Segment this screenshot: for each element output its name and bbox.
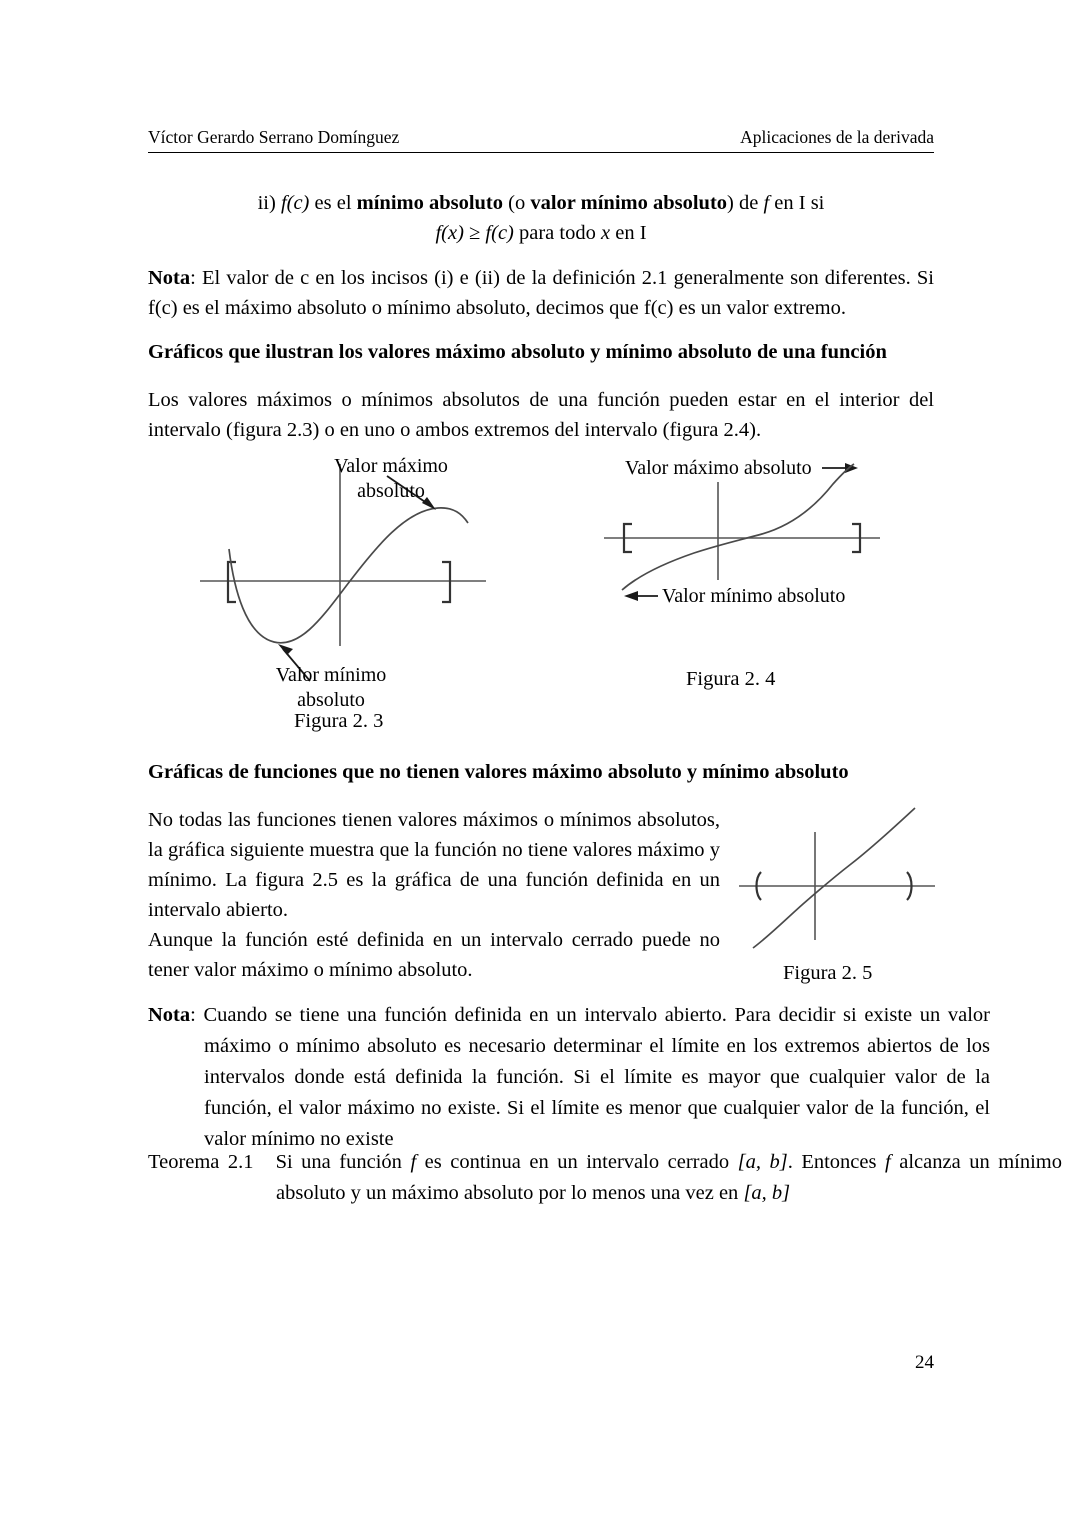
figure-2-4-max-label: Valor máximo absoluto	[625, 457, 812, 479]
nota-2-text: : Cuando se tiene una función definida en un intervalo abierto. Para decidir si existe un valor máximo o mínimo absoluto es necesario determinar el límite en los extremos abiertos de los intervalos donde está definida la función. Si el límite es mayor que cualquier valor de la función, el valor máximo no existe. Si el límite es menor que cualquier valor de la función, el valor mínimo no existe	[190, 1004, 990, 1150]
text-para-todo: para todo	[513, 222, 601, 244]
nota-2	[148, 1000, 990, 1155]
figure-2-5-graph	[735, 790, 950, 950]
figure-2-3-min-label: Valor mínimo absoluto	[275, 664, 387, 711]
nota-2-label: Nota	[148, 1004, 191, 1026]
math-f: f	[763, 192, 770, 214]
min-arrow-head	[624, 591, 638, 601]
math-f-2: f	[885, 1151, 891, 1173]
figure-2-3-max-label: Valor máximo absoluto	[334, 455, 448, 502]
math-f-of-x: f(x)	[435, 222, 464, 244]
teorema-text-2: es continua en un intervalo cerrado	[416, 1151, 738, 1173]
nota-1-text: : El valor de c en los incisos (i) e (ii) de la definición 2.1 generalmente son diferentes. Si f(c) es el máximo absoluto o mínimo absoluto, decimos que f(c) es un valor extremo.	[148, 267, 934, 319]
text-en-i: en I	[610, 222, 647, 244]
math-interval-1: [a, b]	[737, 1151, 788, 1173]
paragraph-no-todas: No todas las funciones tienen valores máximos o mínimos absolutos, la gráfica siguiente muestra que la función no tiene valores máximo y mínimo. La figura 2.5 es la gráfica de una función definida en un intervalo abierto.	[148, 809, 720, 921]
figure-2-4-min-label: Valor mínimo absoluto	[662, 585, 846, 607]
function-curve	[622, 464, 854, 590]
teorema-2-1	[148, 1147, 1062, 1209]
paragraph-aunque-funcion: Aunque la función esté definida en un intervalo cerrado puede no tener valor máximo o mínimo absoluto.	[148, 929, 720, 981]
max-arrow-head	[845, 463, 858, 473]
definition-line-2	[148, 218, 934, 248]
function-curve	[753, 808, 915, 948]
definition-line-1	[148, 188, 934, 218]
term-minimo-absoluto: mínimo absoluto	[356, 192, 504, 214]
text-paren-open: (o	[503, 192, 531, 214]
text-en-i-si: en I si	[769, 192, 825, 214]
text-es-el: es el	[309, 192, 357, 214]
figure-2-5	[735, 790, 950, 990]
nota-1-label: Nota	[148, 267, 191, 289]
teorema-label: Teorema 2.1	[148, 1151, 254, 1173]
text-paren-close: ) de	[727, 192, 764, 214]
figure-2-4-caption: Figura 2. 4	[686, 668, 776, 690]
figure-2-4	[590, 450, 960, 700]
header-chapter: Aplicaciones de la derivada	[740, 127, 934, 147]
math-relation-geq: ≥	[463, 222, 486, 244]
figure-2-5-caption: Figura 2. 5	[783, 962, 873, 984]
figure-2-3-caption: Figura 2. 3	[294, 710, 384, 732]
section-heading-graficas: Gráficas de funciones que no tienen valores máximo absoluto y mínimo absoluto	[148, 761, 849, 783]
item-marker: ii)	[257, 192, 281, 214]
math-x: x	[600, 222, 611, 244]
definition-item-ii	[148, 188, 934, 248]
page-header	[148, 126, 934, 153]
figure-2-3	[186, 450, 506, 740]
teorema-text-3: . Entonces	[787, 1151, 886, 1173]
paragraph-valores-maximos: Los valores máximos o mínimos absolutos de una función pueden estar en el interior del intervalo (figura 2.3) o en uno o ambos extremos del intervalo (figura 2.4).	[148, 389, 934, 441]
teorema-text-1: Si una función	[275, 1151, 411, 1173]
math-f-of-c-2: f(c)	[485, 222, 514, 244]
math-f-of-c: f(c)	[280, 192, 310, 214]
function-curve	[229, 508, 468, 643]
math-interval-2: [a, b]	[743, 1182, 791, 1204]
section-heading-graficos: Gráficos que ilustran los valores máximo absoluto y mínimo absoluto de una función	[148, 341, 887, 363]
teorema-text-4: alcanza un mínimo absoluto y un máximo absoluto por lo menos una vez en	[276, 1151, 1062, 1204]
page-number: 24	[915, 1352, 934, 1373]
header-author: Víctor Gerardo Serrano Domínguez	[148, 127, 400, 147]
nota-1	[148, 263, 934, 323]
right-bracket	[442, 562, 450, 602]
math-f-1: f	[410, 1151, 417, 1173]
term-valor-minimo-absoluto: valor mínimo absoluto	[530, 192, 728, 214]
